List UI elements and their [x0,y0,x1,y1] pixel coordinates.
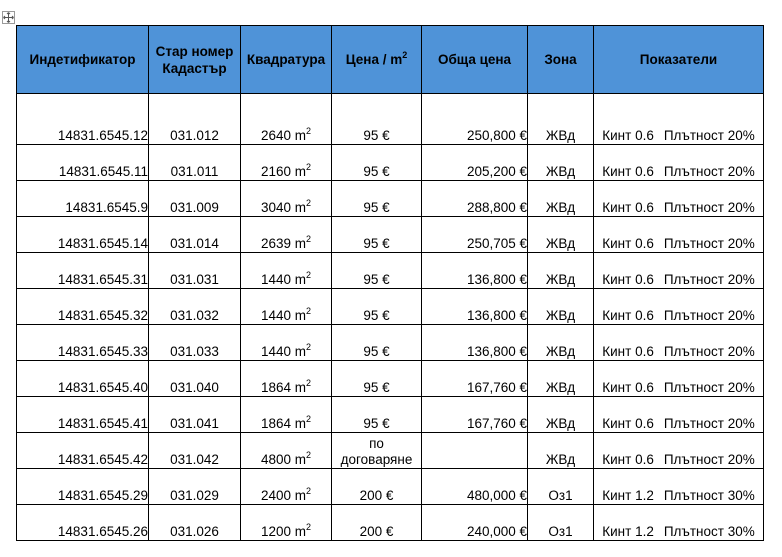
table-row [17,325,764,361]
table-row [17,361,764,397]
cell-area: 1440 $m^2$ [241,253,332,289]
table-row [17,433,764,469]
table-row [17,145,764,181]
table-row [17,94,764,145]
cell-indicators: Кинт 0.6 Плътност 20% [594,253,764,289]
cell-area: 1864 $m^2$ [241,397,332,433]
table-move-handle[interactable] [2,11,15,24]
cell-price-per-m2: по договаряне [332,433,422,469]
cell-zone: ЖВд [528,289,594,325]
cell-indicators: Кинт 0.6 Плътност 20% [594,145,764,181]
cell-old-number: 031.011 [149,145,241,181]
cell-total-price: 167,760 € [422,397,528,433]
cell-area: 2160 $m^2$ [241,145,332,181]
cell-price-per-m2: 95 € [332,145,422,181]
cell-indicators: Кинт 0.6 Плътност 20% [594,433,764,469]
cell-price-per-m2: 95 € [332,217,422,253]
cell-old-number: 031.026 [149,505,241,541]
cell-id: 14831.6545.31 [17,253,149,289]
header-row [17,26,764,94]
cell-indicators: Кинт 0.6 Плътност 20% [594,181,764,217]
cell-zone: ЖВд [528,253,594,289]
cell-indicators: Кинт 1.2 Плътност 30% [594,505,764,541]
cell-total-price: 250,800 € [422,94,528,145]
cell-id: 14831.6545.14 [17,217,149,253]
table-row [17,217,764,253]
cell-total-price: 136,800 € [422,325,528,361]
table-row [17,397,764,433]
cell-total-price: 136,800 € [422,253,528,289]
cell-id: 14831.6545.9 [17,181,149,217]
cell-old-number: 031.040 [149,361,241,397]
cell-total-price: 250,705 € [422,217,528,253]
cell-price-per-m2: 95 € [332,181,422,217]
cell-id: 14831.6545.42 [17,433,149,469]
cell-old-number: 031.042 [149,433,241,469]
header-indicators: Показатели [594,26,764,94]
cell-zone: ЖВд [528,94,594,145]
cell-zone: ЖВд [528,325,594,361]
cell-price-per-m2: 95 € [332,397,422,433]
cell-zone: ЖВд [528,433,594,469]
cell-zone: ЖВд [528,397,594,433]
cell-price-per-m2: 200 € [332,505,422,541]
header-price-per-m2: Цена / $m^2$ [332,26,422,94]
cell-total-price: 205,200 € [422,145,528,181]
header-area: Квадратура [241,26,332,94]
cell-id: 14831.6545.26 [17,505,149,541]
cell-id: 14831.6545.41 [17,397,149,433]
cell-old-number: 031.014 [149,217,241,253]
cell-indicators: Кинт 0.6 Плътност 20% [594,325,764,361]
cell-old-number: 031.041 [149,397,241,433]
cell-id: 14831.6545.11 [17,145,149,181]
cell-old-number: 031.009 [149,181,241,217]
cell-total-price [422,433,528,469]
cell-price-per-m2: 95 € [332,361,422,397]
cell-old-number: 031.012 [149,94,241,145]
cell-indicators: Кинт 1.2 Плътност 30% [594,469,764,505]
cell-indicators: Кинт 0.6 Плътност 20% [594,217,764,253]
cell-price-per-m2: 95 € [332,289,422,325]
cell-id: 14831.6545.33 [17,325,149,361]
cell-total-price: 136,800 € [422,289,528,325]
cell-area: 2639 $m^2$ [241,217,332,253]
cell-id: 14831.6545.12 [17,94,149,145]
cell-indicators: Кинт 0.6 Плътност 20% [594,289,764,325]
cell-area: 1440 $m^2$ [241,289,332,325]
cell-id: 14831.6545.29 [17,469,149,505]
header-zone: Зона [528,26,594,94]
cell-area: 2640 $m^2$ [241,94,332,145]
cell-zone: ЖВд [528,181,594,217]
cell-old-number: 031.032 [149,289,241,325]
property-table [16,25,764,541]
cell-total-price: 288,800 € [422,181,528,217]
table-row [17,505,764,541]
cell-area: 1440 $m^2$ [241,325,332,361]
cell-area: 1864 $m^2$ [241,361,332,397]
table-row [17,253,764,289]
cell-price-per-m2: 200 € [332,469,422,505]
table-row [17,469,764,505]
cell-zone: Оз1 [528,469,594,505]
cell-total-price: 240,000 € [422,505,528,541]
cell-id: 14831.6545.40 [17,361,149,397]
cell-area: 2400 $m^2$ [241,469,332,505]
table-row [17,289,764,325]
table-row [17,181,764,217]
cell-total-price: 167,760 € [422,361,528,397]
cell-indicators: Кинт 0.6 Плътност 20% [594,94,764,145]
cell-old-number: 031.033 [149,325,241,361]
cell-zone: ЖВд [528,145,594,181]
cell-zone: Оз1 [528,505,594,541]
cell-id: 14831.6545.32 [17,289,149,325]
cell-area: 3040 $m^2$ [241,181,332,217]
cell-price-per-m2: 95 € [332,325,422,361]
cell-price-per-m2: 95 € [332,94,422,145]
cell-zone: ЖВд [528,217,594,253]
cell-area: 4800 $m^2$ [241,433,332,469]
cell-zone: ЖВд [528,361,594,397]
cell-old-number: 031.031 [149,253,241,289]
cell-indicators: Кинт 0.6 Плътност 20% [594,397,764,433]
cell-indicators: Кинт 0.6 Плътност 20% [594,361,764,397]
header-old-number: Стар номер Кадастър [149,26,241,94]
move-cross-icon [3,12,14,23]
header-id: Индетификатор [17,26,149,94]
cell-price-per-m2: 95 € [332,253,422,289]
cell-old-number: 031.029 [149,469,241,505]
header-total-price: Обща цена [422,26,528,94]
cell-area: 1200 $m^2$ [241,505,332,541]
cell-total-price: 480,000 € [422,469,528,505]
